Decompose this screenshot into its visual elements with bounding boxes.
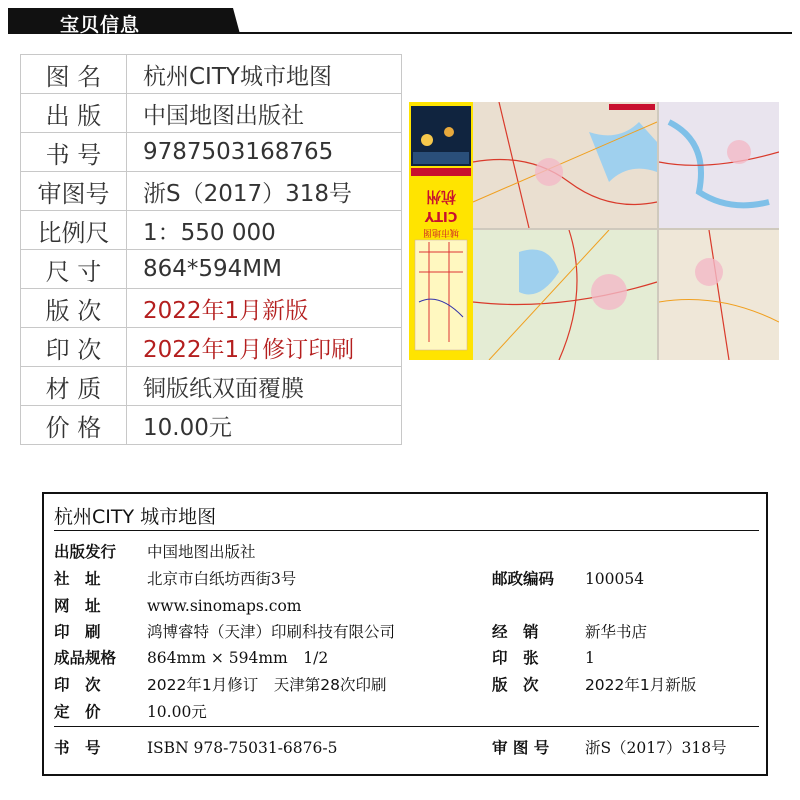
spec-key: 图 名 <box>21 55 127 94</box>
impression-label: 印 次 <box>54 676 101 694</box>
spec-row <box>21 250 402 289</box>
postcode-value: 100054 <box>584 570 645 588</box>
row-isbn <box>54 736 337 758</box>
spec-table <box>20 54 402 445</box>
spec-value: 铜版纸双面覆膜 <box>127 367 402 406</box>
review-label: 审 图 号 <box>492 739 550 757</box>
title-rule <box>54 530 759 531</box>
impression-value: 2022年1月修订 天津第28次印刷 <box>146 676 387 694</box>
spec-key: 尺 寸 <box>21 250 127 289</box>
spec-row <box>21 211 402 250</box>
size-label: 成品规格 <box>54 649 117 667</box>
spec-key: 审图号 <box>21 172 127 211</box>
printer-value: 鸿博睿特（天津）印刷科技有限公司 <box>146 623 395 641</box>
spec-value: 9787503168765 <box>127 133 402 172</box>
publisher-label: 出版发行 <box>54 543 117 561</box>
cover-title-2: CITY <box>424 208 458 223</box>
box-title: 杭州CITY 城市地图 <box>54 506 217 528</box>
publisher-value: 中国地图出版社 <box>146 543 256 561</box>
spec-row <box>21 94 402 133</box>
spec-value: 1：550 000 <box>127 211 402 250</box>
edition-value: 2022年1月新版 <box>584 676 697 694</box>
row-postcode <box>492 567 644 589</box>
web-value: www.sinomaps.com <box>146 597 302 615</box>
row-review-number <box>492 736 727 758</box>
spec-key: 材 质 <box>21 367 127 406</box>
spec-row <box>21 367 402 406</box>
spec-value: 2022年1月新版 <box>127 289 402 328</box>
spec-row <box>21 328 402 367</box>
row-edition <box>492 673 696 695</box>
spec-value: 杭州CITY城市地图 <box>127 55 402 94</box>
row-sheets <box>492 646 595 668</box>
distributor-label: 经 销 <box>492 623 539 641</box>
spec-key: 比例尺 <box>21 211 127 250</box>
section-header <box>0 8 800 34</box>
spec-row <box>21 172 402 211</box>
price-label: 定 价 <box>54 703 101 721</box>
spec-value: 浙S（2017）318号 <box>127 172 402 211</box>
footer-rule <box>54 726 759 727</box>
isbn-value: ISBN 978-75031-6876-5 <box>146 739 338 757</box>
size-value: 864mm × 594mm 1/2 <box>146 649 329 667</box>
spec-key: 价 格 <box>21 406 127 445</box>
publication-info-box <box>42 492 768 776</box>
row-impression <box>54 673 386 695</box>
sheets-value: 1 <box>584 649 595 667</box>
price-value: 10.00元 <box>146 703 207 721</box>
header-title: 宝贝信息 <box>60 14 141 36</box>
review-value: 浙S（2017）318号 <box>584 739 727 757</box>
spec-value: 10.00元 <box>127 406 402 445</box>
spec-value: 中国地图出版社 <box>127 94 402 133</box>
spec-value: 2022年1月修订印刷 <box>127 328 402 367</box>
row-distributor <box>492 620 647 642</box>
spec-key: 印 次 <box>21 328 127 367</box>
spec-key: 出 版 <box>21 94 127 133</box>
postcode-label: 邮政编码 <box>492 570 555 588</box>
row-address <box>54 567 296 589</box>
cover-title-3: 城市地图 <box>422 227 460 237</box>
cover-title-1: 杭州 <box>425 188 457 206</box>
distributor-value: 新华书店 <box>584 623 647 641</box>
address-value: 北京市白纸坊西街3号 <box>146 570 297 588</box>
row-price <box>54 700 207 722</box>
sheets-label: 印 张 <box>492 649 539 667</box>
address-label: 社 址 <box>54 570 101 588</box>
row-size <box>54 646 328 668</box>
isbn-label: 书 号 <box>54 739 101 757</box>
spec-row <box>21 55 402 94</box>
spec-key: 版 次 <box>21 289 127 328</box>
row-printer <box>54 620 395 642</box>
map-product-image <box>409 102 779 360</box>
spec-row <box>21 133 402 172</box>
spec-value: 864*594MM <box>127 250 402 289</box>
spec-key: 书 号 <box>21 133 127 172</box>
edition-label: 版 次 <box>492 676 539 694</box>
spec-row <box>21 406 402 445</box>
header-rule <box>236 32 792 34</box>
web-label: 网 址 <box>54 597 101 615</box>
printer-label: 印 刷 <box>54 623 101 641</box>
row-publisher <box>54 540 255 562</box>
row-web <box>54 594 302 616</box>
spec-row <box>21 289 402 328</box>
